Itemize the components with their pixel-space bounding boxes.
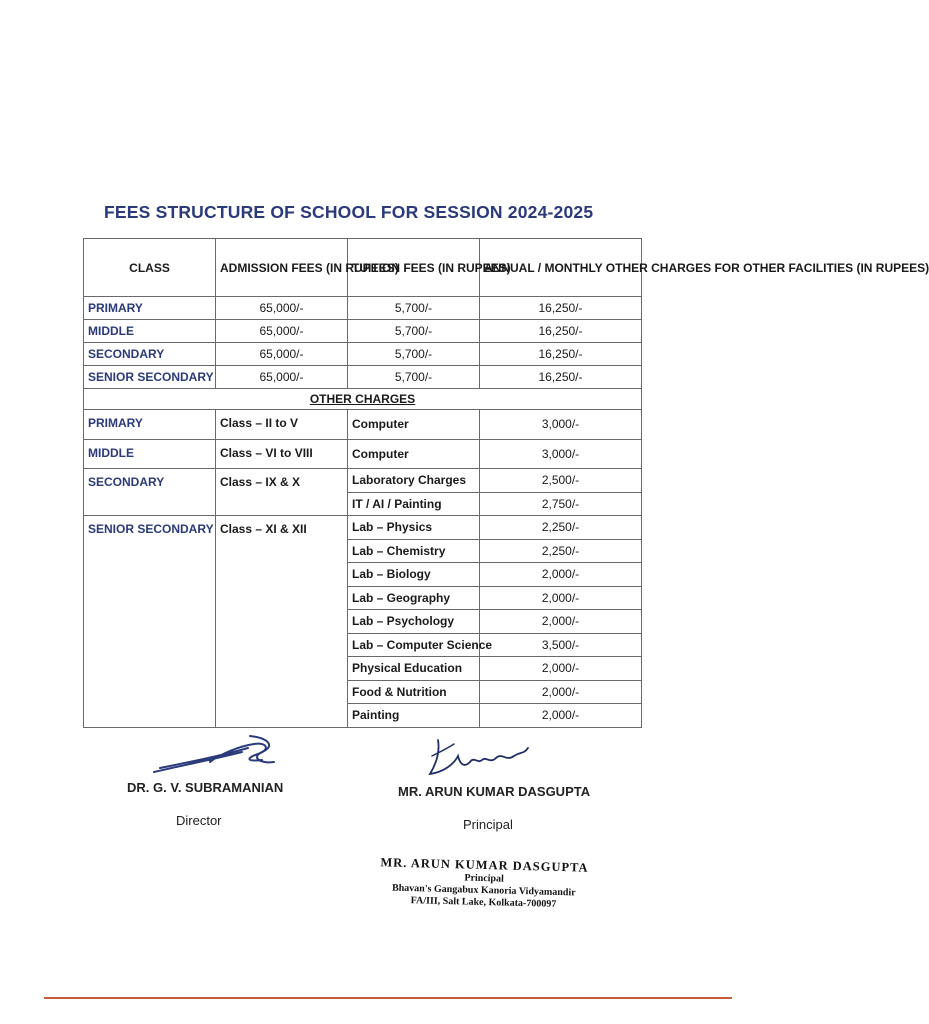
charge-item: Lab – Computer Science bbox=[348, 633, 480, 657]
admission-fee: 65,000/- bbox=[216, 297, 348, 320]
charge-amount: 2,000/- bbox=[480, 657, 642, 681]
charge-item: IT / AI / Painting bbox=[348, 492, 480, 516]
level-name: SECONDARY bbox=[84, 469, 216, 516]
table-row bbox=[84, 410, 642, 440]
annual-fee: 16,250/- bbox=[480, 297, 642, 320]
header-class: CLASS bbox=[84, 239, 216, 297]
charge-item: Lab – Chemistry bbox=[348, 539, 480, 563]
charge-amount: 3,500/- bbox=[480, 633, 642, 657]
other-charges-heading: OTHER CHARGES bbox=[84, 389, 642, 410]
table-row bbox=[84, 320, 642, 343]
charge-item: Lab – Biology bbox=[348, 563, 480, 587]
charge-amount: 2,250/- bbox=[480, 516, 642, 540]
director-signature bbox=[150, 732, 280, 778]
principal-name: MR. ARUN KUMAR DASGUPTA bbox=[398, 784, 591, 799]
table-row bbox=[84, 516, 642, 540]
class-name: SECONDARY bbox=[84, 343, 216, 366]
table-row bbox=[84, 469, 642, 493]
table-header-row bbox=[84, 239, 642, 297]
table-row bbox=[84, 297, 642, 320]
charge-item: Lab – Physics bbox=[348, 516, 480, 540]
charge-amount: 2,250/- bbox=[480, 539, 642, 563]
admission-fee: 65,000/- bbox=[216, 366, 348, 389]
tuition-fee: 5,700/- bbox=[348, 343, 480, 366]
tuition-fee: 5,700/- bbox=[348, 297, 480, 320]
charge-amount: 3,000/- bbox=[480, 410, 642, 440]
stamp-name: MR. ARUN KUMAR DASGUPTA bbox=[380, 855, 589, 875]
other-charges-row bbox=[84, 389, 642, 410]
class-range: Class – VI to VIII bbox=[216, 439, 348, 469]
charge-amount: 2,000/- bbox=[480, 610, 642, 634]
charge-amount: 2,000/- bbox=[480, 586, 642, 610]
director-role: Director bbox=[176, 813, 222, 828]
charge-item: Lab – Geography bbox=[348, 586, 480, 610]
charge-amount: 2,500/- bbox=[480, 469, 642, 493]
charge-amount: 2,000/- bbox=[480, 704, 642, 728]
charge-amount: 3,000/- bbox=[480, 439, 642, 469]
annual-fee: 16,250/- bbox=[480, 366, 642, 389]
page-title: FEES STRUCTURE OF SCHOOL FOR SESSION 2024-2025 bbox=[104, 202, 594, 222]
level-name: PRIMARY bbox=[84, 410, 216, 440]
principal-role: Principal bbox=[463, 817, 513, 832]
table-row bbox=[84, 343, 642, 366]
principal-signature bbox=[424, 734, 534, 782]
tuition-fee: 5,700/- bbox=[348, 366, 480, 389]
admission-fee: 65,000/- bbox=[216, 343, 348, 366]
class-name: PRIMARY bbox=[84, 297, 216, 320]
charge-item: Painting bbox=[348, 704, 480, 728]
charge-amount: 2,000/- bbox=[480, 563, 642, 587]
table-row bbox=[84, 439, 642, 469]
director-name: DR. G. V. SUBRAMANIAN bbox=[127, 780, 284, 795]
principal-stamp bbox=[373, 855, 594, 912]
stamp-address: FA/III, Salt Lake, Kolkata-700097 bbox=[410, 895, 557, 910]
charge-item: Food & Nutrition bbox=[348, 680, 480, 704]
class-range: Class – IX & X bbox=[216, 469, 348, 516]
class-name: MIDDLE bbox=[84, 320, 216, 343]
charge-item: Physical Education bbox=[348, 657, 480, 681]
header-annual: ANNUAL / MONTHLY OTHER CHARGES FOR OTHER FACILITIES (IN RUPEES) bbox=[480, 239, 642, 297]
header-admission: ADMISSION FEES (IN RUPEES) bbox=[216, 239, 348, 297]
charge-amount: 2,000/- bbox=[480, 680, 642, 704]
stamp-school: Bhavan's Gangabux Kanoria Vidyamandir bbox=[391, 882, 576, 899]
tuition-fee: 5,700/- bbox=[348, 320, 480, 343]
charge-amount: 2,750/- bbox=[480, 492, 642, 516]
level-name: SENIOR SECONDARY bbox=[84, 516, 216, 728]
annual-fee: 16,250/- bbox=[480, 320, 642, 343]
header-tuition: TUITION FEES (IN RUPEES) bbox=[348, 239, 480, 297]
level-name: MIDDLE bbox=[84, 439, 216, 469]
charge-item: Computer bbox=[348, 439, 480, 469]
bottom-rule bbox=[44, 997, 732, 999]
charge-item: Computer bbox=[348, 410, 480, 440]
fees-table bbox=[83, 238, 929, 728]
class-range: Class – II to V bbox=[216, 410, 348, 440]
table-row bbox=[84, 366, 642, 389]
charge-item: Laboratory Charges bbox=[348, 469, 480, 493]
class-name: SENIOR SECONDARY bbox=[84, 366, 216, 389]
charge-item: Lab – Psychology bbox=[348, 610, 480, 634]
class-range: Class – XI & XII bbox=[216, 516, 348, 728]
admission-fee: 65,000/- bbox=[216, 320, 348, 343]
annual-fee: 16,250/- bbox=[480, 343, 642, 366]
stamp-role: Principal bbox=[464, 872, 504, 885]
